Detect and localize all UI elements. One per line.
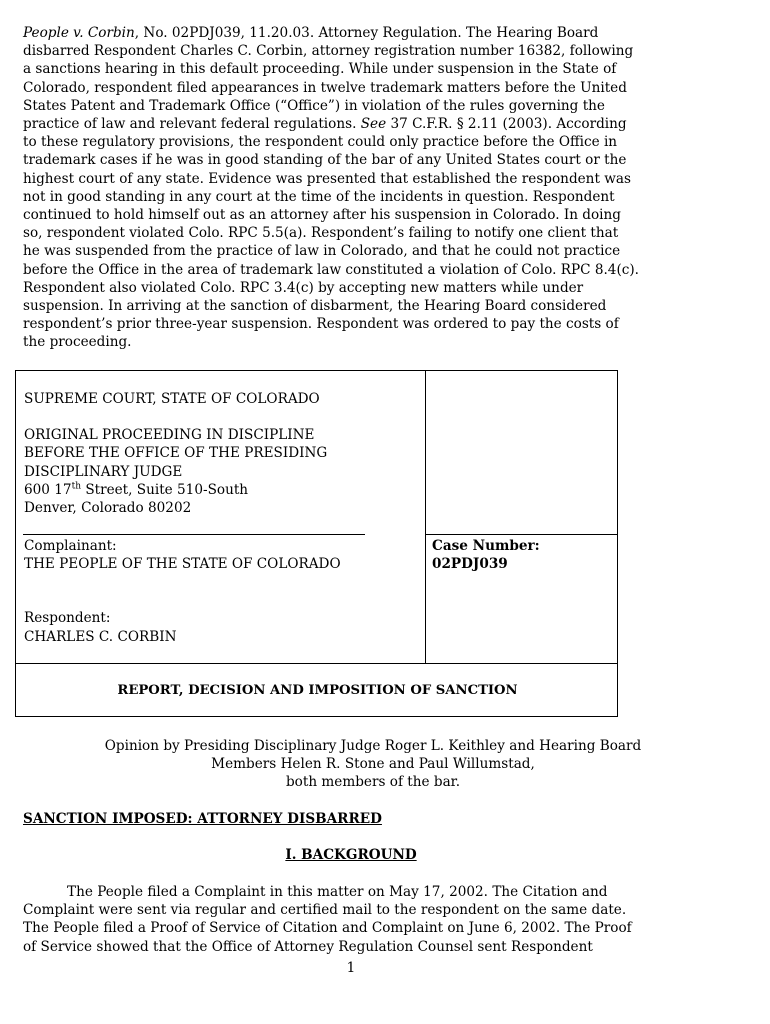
proceeding-line: BEFORE THE OFFICE OF THE PRESIDING [24, 445, 328, 462]
summary-line: disbarred Respondent Charles C. Corbin, attorney registration number 16382, following [23, 43, 634, 60]
summary-line: before the Office in the area of trademark law constituted a violation of Colo. RPC 8.4(c). [23, 261, 639, 278]
summary-line: Respondent also violated Colo. RPC 3.4(c) by accepting new matters while under [23, 279, 584, 296]
background-paragraph [23, 883, 683, 956]
summary-line: trademark cases if he was in good standing of the bar of any United States court or the [23, 152, 627, 169]
complainant-name: THE PEOPLE OF THE STATE OF COLORADO [24, 556, 341, 573]
opinion-line: Members Helen R. Stone and Paul Willumstad, [211, 756, 535, 773]
document-title: REPORT, DECISION AND IMPOSITION OF SANCTION [117, 683, 518, 698]
opinion-line: Opinion by Presiding Disciplinary Judge Roger L. Keithley and Hearing Board [104, 738, 642, 754]
summary-line: People v. Corbin, No. 02PDJ039, 11.20.03. Attorney Regulation. The Hearing Board [23, 25, 599, 41]
respondent-name: CHARLES C. CORBIN [24, 628, 177, 645]
sanction-imposed: SANCTION IMPOSED: ATTORNEY DISBARRED [23, 811, 382, 827]
summary-line: continued to hold himself out as an attorney after his suspension in Colorado. In doing [23, 207, 621, 224]
proceeding-line: ORIGINAL PROCEEDING IN DISCIPLINE [24, 427, 315, 444]
body-line: of Service showed that the Office of Attorney Regulation Counsel sent Respondent [23, 938, 593, 955]
summary-line: States Patent and Trademark Office (“Office”) in violation of the rules governing the [23, 97, 605, 114]
summary-line: he was suspended from the practice of law in Colorado, and that he could not practice [23, 243, 621, 260]
summary-line: not in good standing in any court at the time of the incidents in question. Respondent [23, 188, 615, 205]
summary-line: so, respondent violated Colo. RPC 5.5(a). Respondent’s failing to notify one client that [23, 225, 619, 242]
opinion-attribution [23, 737, 723, 792]
respondent-label: Respondent: [24, 610, 111, 627]
caption-divider-vertical [425, 371, 426, 663]
summary-line: to these regulatory provisions, the respondent could only practice before the Office in [23, 134, 618, 151]
summary-line: a sanctions hearing in this default proceeding. While under suspension in the State of [23, 61, 617, 78]
body-line: The People filed a Complaint in this matter on May 17, 2002. The Citation and [67, 884, 608, 900]
summary-line: highest court of any state. Evidence was presented that established the respondent was [23, 170, 631, 187]
case-number: 02PDJ039 [432, 556, 508, 573]
court-address: 600 17th Street, Suite 510-South [24, 481, 249, 498]
complainant-label: Complainant: [24, 538, 117, 554]
section-heading: I. BACKGROUND [285, 847, 417, 863]
court-block [24, 390, 414, 517]
parties-block [24, 537, 414, 646]
body-line: The People filed a Proof of Service of Citation and Complaint on June 6, 2002. The Proof [23, 920, 632, 937]
summary-line: respondent’s prior three-year suspension. Respondent was ordered to pay the costs of [23, 316, 619, 333]
proceeding-line: DISCIPLINARY JUDGE [24, 463, 183, 480]
page-number: 1 [346, 960, 356, 976]
court-name: SUPREME COURT, STATE OF COLORADO [24, 391, 320, 407]
court-city: Denver, Colorado 80202 [24, 500, 192, 517]
case-summary [23, 24, 683, 352]
opinion-line: both members of the bar. [285, 774, 461, 791]
case-citation: People v. Corbin [23, 25, 135, 41]
case-caption-box [15, 370, 618, 717]
summary-line: the proceeding. [23, 334, 132, 351]
case-number-block [432, 537, 612, 573]
body-line: Complaint were sent via regular and certified mail to the respondent on the same date. [23, 902, 627, 919]
summary-line: practice of law and relevant federal regulations. See 37 C.F.R. § 2.11 (2003). According [23, 116, 627, 133]
caption-divider-left [23, 534, 365, 535]
case-number-label: Case Number: [432, 538, 540, 554]
summary-line: Colorado, respondent filed appearances in twelve trademark matters before the United [23, 79, 627, 96]
caption-divider-bottom [16, 663, 617, 664]
summary-line: suspension. In arriving at the sanction of disbarment, the Hearing Board considered [23, 298, 607, 315]
see-signal: See [360, 116, 387, 133]
caption-divider-right [425, 534, 618, 535]
